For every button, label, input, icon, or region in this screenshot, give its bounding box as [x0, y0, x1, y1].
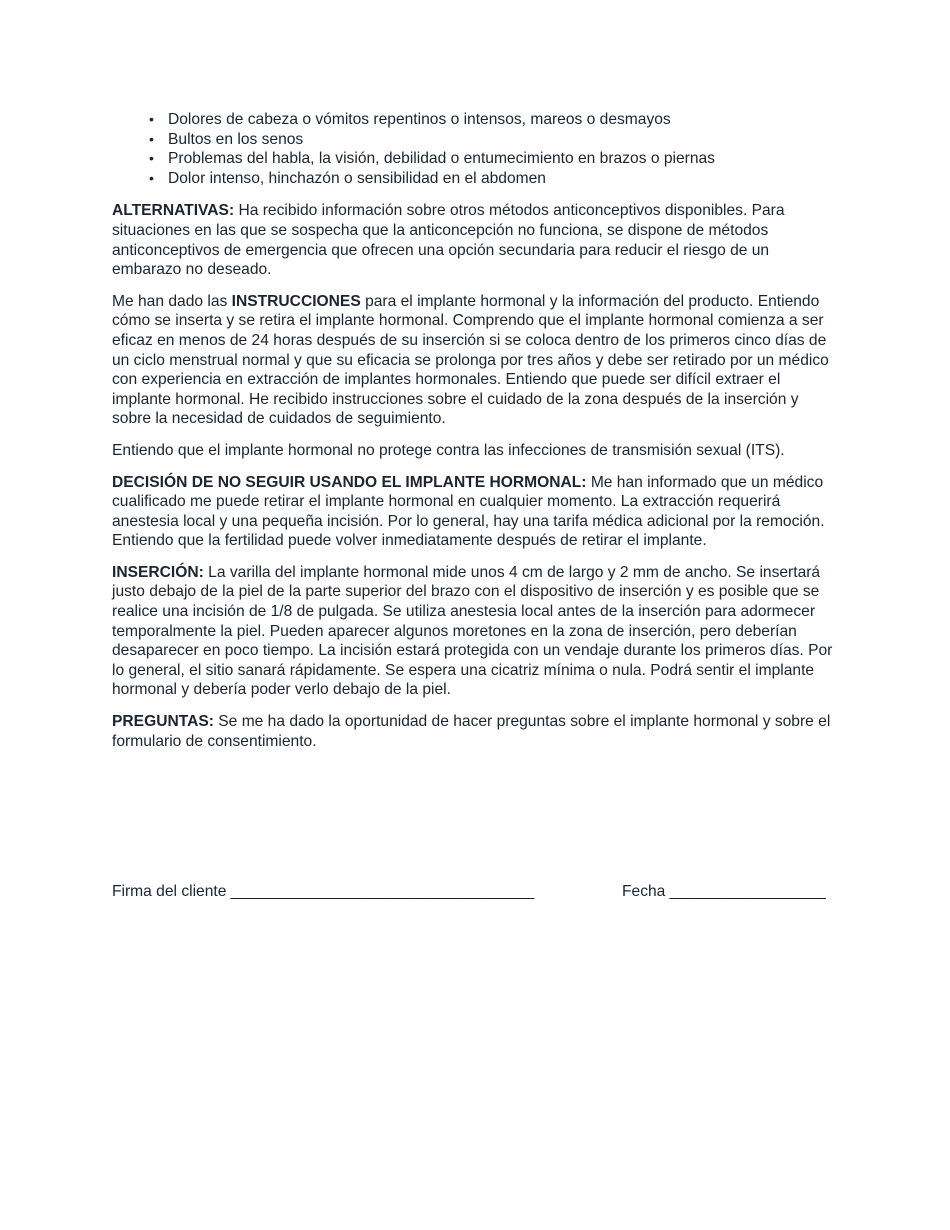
alternatives-heading: ALTERNATIVAS:	[112, 202, 235, 220]
discontinue-heading: DECISIÓN DE NO SEGUIR USANDO EL IMPLANTE HORMONAL:	[112, 473, 587, 491]
alternatives-paragraph	[112, 201, 840, 279]
questions-text: Se me ha dado la oportunidad de hacer preguntas sobre el implante hormonal y sobre el formulario de consentimiento.	[112, 713, 831, 750]
instructions-prefix: Me han dado las	[112, 292, 232, 310]
list-item: • Problemas del habla, la visión, debilidad o entumecimiento en brazos o piernas	[168, 149, 840, 169]
questions-paragraph	[112, 712, 840, 751]
insertion-heading: INSERCIÓN:	[112, 563, 204, 581]
questions-heading: PREGUNTAS:	[112, 713, 214, 731]
date-field[interactable]: Fecha __________________	[622, 883, 826, 900]
list-item: • Bultos en los senos	[168, 130, 840, 150]
instructions-paragraph	[112, 292, 840, 429]
client-signature-field[interactable]: Firma del cliente ___________________________________	[112, 883, 535, 900]
sti-note-paragraph: Entiendo que el implante hormonal no protege contra las infecciones de transmisión sexual (ITS).	[112, 441, 785, 459]
insertion-paragraph	[112, 563, 840, 700]
discontinue-paragraph	[112, 473, 840, 551]
consent-form-page	[112, 110, 840, 763]
insertion-text: La varilla del implante hormonal mide unos 4 cm de largo y 2 mm de ancho. Se insertará justo debajo de la piel de la parte superior del brazo con el dispositivo de inserción y es posible que se realice una incisión de 1/8 de pulgada. Se utiliza anestesia local antes de la inserción para adormecer temporalmente la piel. Pueden aparecer algunos moretones en la zona de inserción, pero deberían desaparecer en poco tiempo. La incisión estará protegida con un vendaje durante los primeros días. Por lo general, el sitio sanará rápidamente. Se espera una cicatriz mínima o nula. Podrá sentir el implante hormonal y debería poder verlo debajo de la piel.	[112, 563, 833, 699]
alternatives-text: Ha recibido información sobre otros métodos anticonceptivos disponibles. Para situaciones en las que se sospecha que la anticoncepción no funciona, se dispone de métodos anticonceptivos de emergencia que ofrecen una opción secundaria para reducir el riesgo de un embarazo no deseado.	[112, 202, 785, 279]
list-item: • Dolores de cabeza o vómitos repentinos o intensos, mareos o desmayos	[168, 110, 840, 130]
list-item: • Dolor intenso, hinchazón o sensibilidad en el abdomen	[168, 169, 840, 189]
instructions-heading: INSTRUCCIONES	[231, 292, 361, 310]
warning-signs-list	[112, 110, 840, 188]
discontinue-text: Me han informado que un médico cualificado me puede retirar el implante hormonal en cualquier momento. La extracción requerirá anestesia local y una pequeña incisión. Por lo general, hay una tarifa médica adicional por la remoción. Entiendo que la fertilidad puede volver inmediatamente después de retirar el implante.	[112, 473, 825, 550]
instructions-text: para el implante hormonal y la información del producto. Entiendo cómo se inserta y se retira el implante hormonal. Comprendo que el implante hormonal comienza a ser eficaz en menos de 24 horas después de su inserción si se coloca dentro de los primeros cinco días de un ciclo menstrual normal y que su eficacia se prolonga por tres años y debe ser retirado por un médico con experiencia en extracción de implantes hormonales. Entiendo que puede ser difícil extraer el implante hormonal. He recibido instrucciones sobre el cuidado de la zona después de la inserción y sobre la necesidad de cuidados de seguimiento.	[112, 292, 829, 428]
